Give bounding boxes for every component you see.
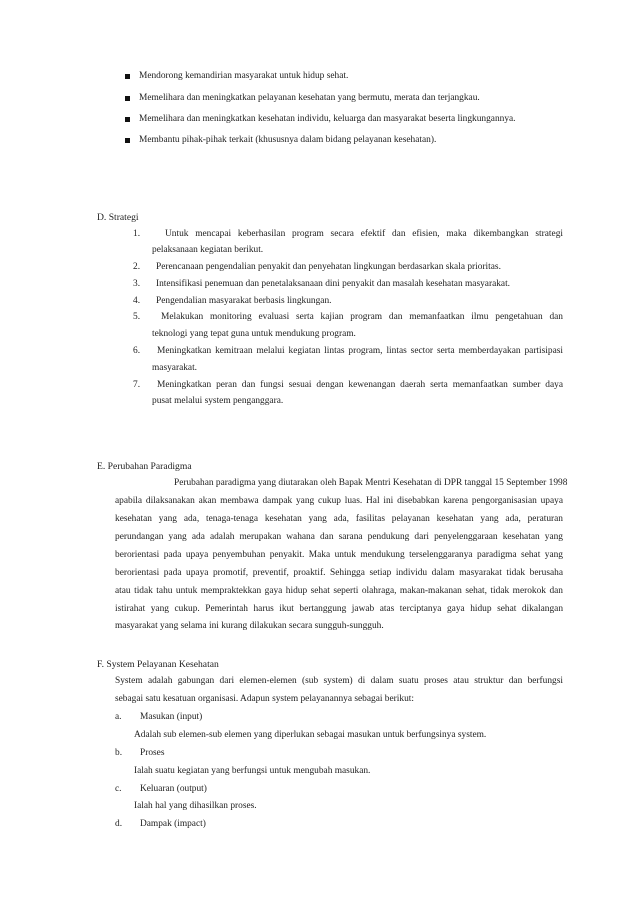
- paragraph-line: berorientasi pada upaya penyembuhan penyakit. Maka untuk mendukung terselenggaranya paradigma sehat yang: [115, 550, 563, 560]
- paragraph-line: istirahat yang cukup. Pemerintah harus ikut bertanggung jawab atas terciptanya gaya hidup sehat dikalangan: [115, 604, 563, 614]
- list-letter: c.: [115, 784, 122, 794]
- list-item-text: Meningkatkan kemitraan melalui kegiatan lintas program, lintas sector serta memberdayakan partisipasi: [157, 346, 563, 356]
- paragraph-line: Perubahan paradigma yang diutarakan oleh Bapak Mentri Kesehatan di DPR tanggal 15 September 1998: [174, 478, 568, 488]
- list-letter: a.: [115, 712, 122, 722]
- list-letter: b.: [115, 748, 123, 758]
- list-item-desc: Ialah hal yang dihasilkan proses.: [134, 801, 257, 811]
- paragraph-line: berorientasi pada upaya promotif, preventif, proaktif. Sehingga setiap individu dalam masyarakat tidak berusaha: [115, 568, 563, 578]
- list-item-desc: Adalah sub elemen-sub elemen yang diperlukan sebagai masukan untuk berfungsinya system.: [134, 730, 487, 740]
- section-heading: F. System Pelayanan Kesehatan: [97, 659, 219, 670]
- list-item-title: Proses: [140, 748, 165, 758]
- list-item-text: pelaksanaan kegiatan berikut.: [152, 245, 264, 255]
- paragraph-line: kesehatan yang ada, tenaga-tenaga kesehatan yang ada, fasilitas pelayanan kesehatan yang ada, peraturan: [115, 514, 563, 524]
- list-number: 4.: [133, 296, 141, 306]
- list-number: 6.: [133, 346, 141, 356]
- list-item-text: pusat melalui system penganggara.: [152, 396, 284, 406]
- list-number: 3.: [133, 279, 141, 289]
- list-number: 1.: [133, 229, 141, 239]
- list-item-text: Untuk mencapai keberhasilan program secara efektif dan efisien, maka dikembangkan strategi: [165, 229, 563, 239]
- list-item-title: Masukan (input): [140, 712, 203, 722]
- list-number: 7.: [133, 380, 141, 390]
- bullet-square-icon: [125, 117, 130, 122]
- list-item-text: teknologi yang tepat guna untuk mendukung program.: [152, 329, 356, 339]
- list-letter: d.: [115, 819, 123, 829]
- bullet-item: Membantu pihak-pihak terkait (khususnya dalam bidang pelayanan kesehatan).: [139, 135, 437, 145]
- list-item-text: Intensifikasi penemuan dan penetalaksanaan dini penyakit dan masalah kesehatan masyarakat.: [156, 279, 511, 289]
- paragraph-line: System adalah gabungan dari elemen-elemen (sub system) di dalam suatu proses atau struktur dan berfungsi: [115, 676, 563, 686]
- bullet-item: Memelihara dan meningkatkan pelayanan kesehatan yang bermutu, merata dan terjangkau.: [139, 93, 480, 103]
- section-heading: D. Strategi: [97, 212, 139, 223]
- section-heading: E. Perubahan Paradigma: [97, 461, 192, 472]
- list-item-text: masyarakat.: [152, 363, 198, 373]
- list-item-text: Melakukan monitoring evaluasi serta kajian program dan memanfaatkan ilmu pengetahuan dan: [161, 312, 563, 322]
- list-number: 2.: [133, 262, 141, 272]
- bullet-square-icon: [125, 96, 130, 101]
- list-item-title: Dampak (impact): [140, 819, 206, 829]
- list-number: 5.: [133, 312, 141, 322]
- list-item-title: Keluaran (output): [140, 784, 207, 794]
- list-item-text: Pengendalian masyarakat berbasis lingkungan.: [156, 296, 332, 306]
- paragraph-line: perundangan yang ada adalah merupakan wahana dan sarana pendukung dari penyelenggaraan kesehatan yang: [115, 532, 563, 542]
- list-item-text: Perencanaan pengendalian penyakit dan penyehatan lingkungan berdasarkan skala prioritas.: [156, 262, 501, 272]
- paragraph-line: masyarakat yang selama ini kurang dilakukan secara sungguh-sungguh.: [115, 621, 384, 631]
- bullet-item: Memelihara dan meningkatkan kesehatan individu, keluarga dan masyarakat beserta lingkungannya.: [139, 114, 516, 124]
- bullet-item: Mendorong kemandirian masyarakat untuk hidup sehat.: [139, 71, 349, 81]
- list-item-text: Meningkatkan peran dan fungsi sesuai dengan kewenangan daerah serta memanfaatkan sumber daya: [157, 380, 563, 390]
- paragraph-line: sebagai satu kesatuan organisasi. Adapun system pelayanannya sebagai berikut:: [115, 694, 414, 704]
- paragraph-line: atau tidak tahu untuk mempraktekkan gaya hidup sehat seperti olahraga, makan-makanan sehat, tidak merokok dan: [115, 586, 563, 596]
- bullet-square-icon: [125, 74, 130, 79]
- bullet-square-icon: [125, 138, 130, 143]
- paragraph-line: apabila dilaksanakan akan membawa dampak yang cukup luas. Hal ini disebabkan karena pengorganisasian upaya: [115, 496, 563, 506]
- list-item-desc: Ialah suatu kegiatan yang berfungsi untuk mengubah masukan.: [134, 766, 371, 776]
